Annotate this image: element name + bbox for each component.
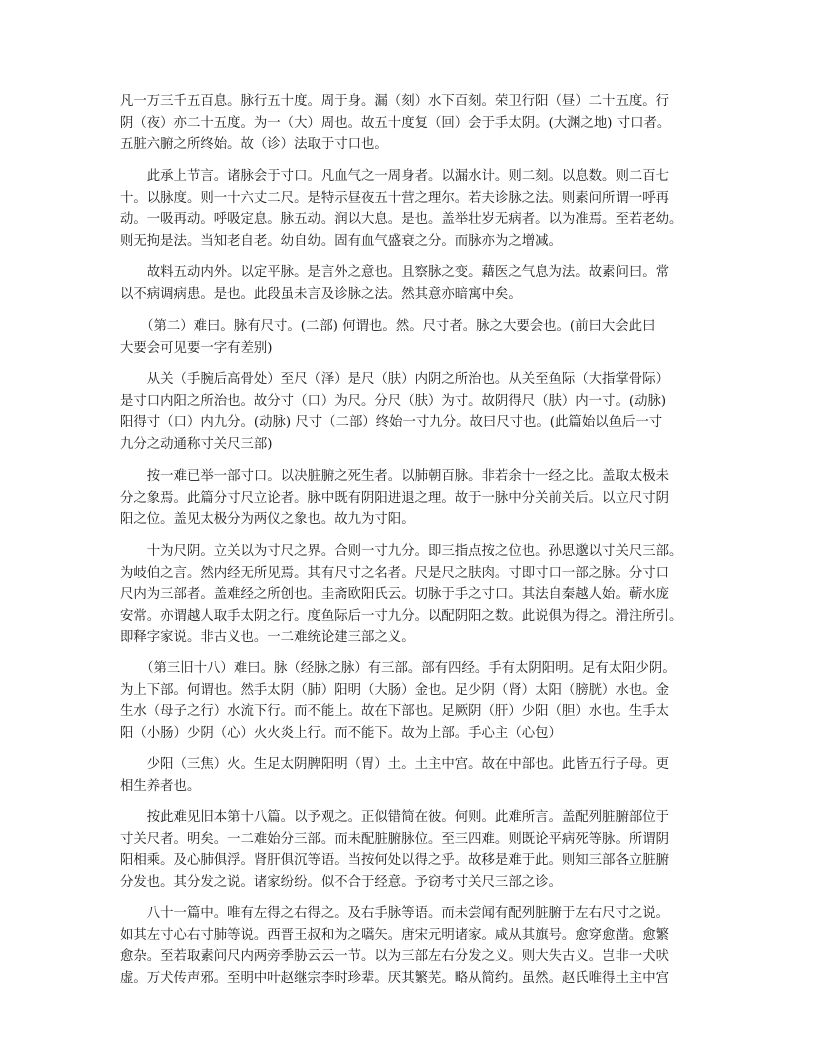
text-line: 即释字家说。非古义也。一二难统论建三部之义。 — [120, 630, 415, 645]
text-line: 为岐伯之言。然内经无所见焉。其有尺寸之名者。尺是尺之肤肉。寸即寸口一部之脉。分寸口 — [120, 565, 670, 581]
text-line: 少阳（三焦）火。生足太阴脾阳明（胃）土。土主中宫。故在中部也。此皆五行子母。更 — [120, 757, 670, 772]
text-line: 寸关尺者。明矣。一二难始分三部。而未配脏腑脉位。至三四难。则既论平病死等脉。所谓阴 — [120, 831, 670, 847]
paragraph-9 — [120, 754, 704, 797]
text-line: 五脏六腑之所终始。故（诊）法取于寸口也。 — [120, 137, 388, 152]
text-line: 是寸口内阳之所治也。故分寸（口）为尺。分尺（肤）为寸。故阴得尺（肤）内一寸。(动脉) — [120, 393, 667, 409]
text-line: 阳（小肠）少阴（心）火火炎上行。而不能下。故为上部。手心主（心包） — [120, 725, 562, 741]
text-line: 凡一万三千五百息。脉行五十度。周于身。漏（刻）水下百刻。荣卫行阳（昼）二十五度。行 — [120, 94, 670, 109]
text-line: 愈杂。至若取素问尺内两旁季胁云云一节。以为三部左右分发之义。则大失古义。岂非一犬吠 — [120, 949, 670, 964]
text-line: 十为尺阴。立关以为寸尺之界。合则一寸九分。即三指点按之位也。孙思邈以寸关尺三部。 — [120, 544, 683, 559]
paragraph-4 — [120, 316, 704, 359]
paragraph-8 — [120, 658, 704, 744]
text-line: 为上下部。何谓也。然手太阴（肺）阳明（大肠）金也。足少阴（肾）太阳（膀胱）水也。金 — [120, 682, 670, 698]
paragraph-1 — [120, 91, 704, 156]
paragraph-11 — [120, 903, 704, 989]
text-line: 九分之动通称寸关尺三部) — [120, 436, 273, 452]
text-line: 则无拘是法。当知老自老。幼自幼。固有血气盛衰之分。而脉亦为之增减。 — [120, 233, 562, 249]
text-line: 阳相乘。及心肺俱浮。肾肝俱沉等语。当按何处以得之乎。故移是难于此。则知三部各立脏腑 — [120, 853, 670, 868]
paragraph-7 — [120, 541, 704, 649]
text-line: 从关（手腕后高骨处）至尺（泽）是尺（肤）内阴之所治也。从关至鱼际（大指掌骨际） — [120, 372, 670, 387]
paragraph-10 — [120, 807, 704, 893]
paragraph-6 — [120, 466, 704, 531]
text-line: 故料五动内外。以定平脉。是言外之意也。且察脉之变。藉医之气息为法。故素问曰。常 — [120, 265, 670, 280]
text-line: 阴（夜）亦二十五度。为一（大）周也。故五十度复（回）会于手太阴。(大渊之地) 寸口者。 — [120, 115, 671, 131]
text-line: （第三旧十八）难曰。脉（经脉之脉）有三部。部有四经。手有太阴阳明。足有太阳少阴。 — [120, 661, 676, 676]
paragraph-5 — [120, 369, 704, 455]
text-line: 尺内为三部者。盖难经之所创也。圭斋欧阳氏云。切脉于手之寸口。其法自秦越人始。蕲水庞 — [120, 587, 670, 602]
text-line: 十。以脉度。则一十六丈二尺。是特示昼夜五十营之理尔。若夫诊脉之法。则素问所谓一呼再 — [120, 190, 670, 206]
text-line: 如其左寸心右寸肺等说。西晋王叔和为之嚆矢。唐宋元明诸家。咸从其旗号。愈穿愈凿。愈繁 — [120, 927, 670, 943]
text-line: 按此难见旧本第十八篇。以予观之。正似错简在彼。何则。此难所言。盖配列脏腑部位于 — [120, 810, 670, 825]
text-line: 按一难已举一部寸口。以决脏腑之死生者。以肺朝百脉。非若余十一经之比。盖取太极未 — [120, 469, 670, 484]
text-line: 分之象焉。此篇分寸尺立论者。脉中既有阴阳进退之理。故于一脉中分关前关后。以立尺寸阴 — [120, 490, 670, 506]
paragraph-2 — [120, 166, 704, 252]
text-line: 虚。万犬传声邪。至明中叶赵继宗李时珍辈。厌其繁芜。略从简约。虽然。赵氏唯得土主中宫 — [120, 970, 670, 986]
text-line: 动。一吸再动。呼吸定息。脉五动。润以大息。是也。盖举壮岁无病者。以为准焉。至若老幼。 — [120, 212, 683, 227]
text-line: （第二）难曰。脉有尺寸。(二部) 何谓也。然。尺寸者。脉之大要会也。(前曰大会此曰 — [120, 319, 656, 334]
text-line: 八十一篇中。唯有左得之右得之。及右手脉等语。而未尝闻有配列脏腑于左右尺寸之说。 — [120, 906, 670, 921]
text-line: 大要会可见要一字有差别) — [120, 340, 273, 356]
text-line: 相生养者也。 — [120, 778, 201, 794]
text-line: 生水（母子之行）水流下行。而不能上。故在下部也。足厥阴（肝）少阳（胆）水也。生手太 — [120, 704, 670, 719]
text-line: 分发也。其分发之说。诸家纷纷。似不合于经意。予窃考寸关尺三部之诊。 — [120, 874, 562, 890]
paragraph-3 — [120, 262, 704, 305]
text-line: 阳得寸（口）内九分。(动脉) 尺寸（二部）终始一寸九分。故曰尺寸也。(此篇始以鱼后一寸 — [120, 415, 663, 430]
text-line: 安常。亦谓越人取手太阴之行。度鱼际后一寸九分。以配阴阳之数。此说俱为得之。滑注所引。 — [120, 608, 683, 624]
text-line: 此承上节言。诸脉会于寸口。凡血气之一周身者。以漏水计。则二刻。以息数。则二百七 — [120, 169, 670, 184]
text-line: 以不病调病患。是也。此段虽未言及诊脉之法。然其意亦暗寓中矣。 — [120, 286, 522, 302]
text-line: 阳之位。盖见太极分为两仪之象也。故九为寸阳。 — [120, 512, 415, 527]
